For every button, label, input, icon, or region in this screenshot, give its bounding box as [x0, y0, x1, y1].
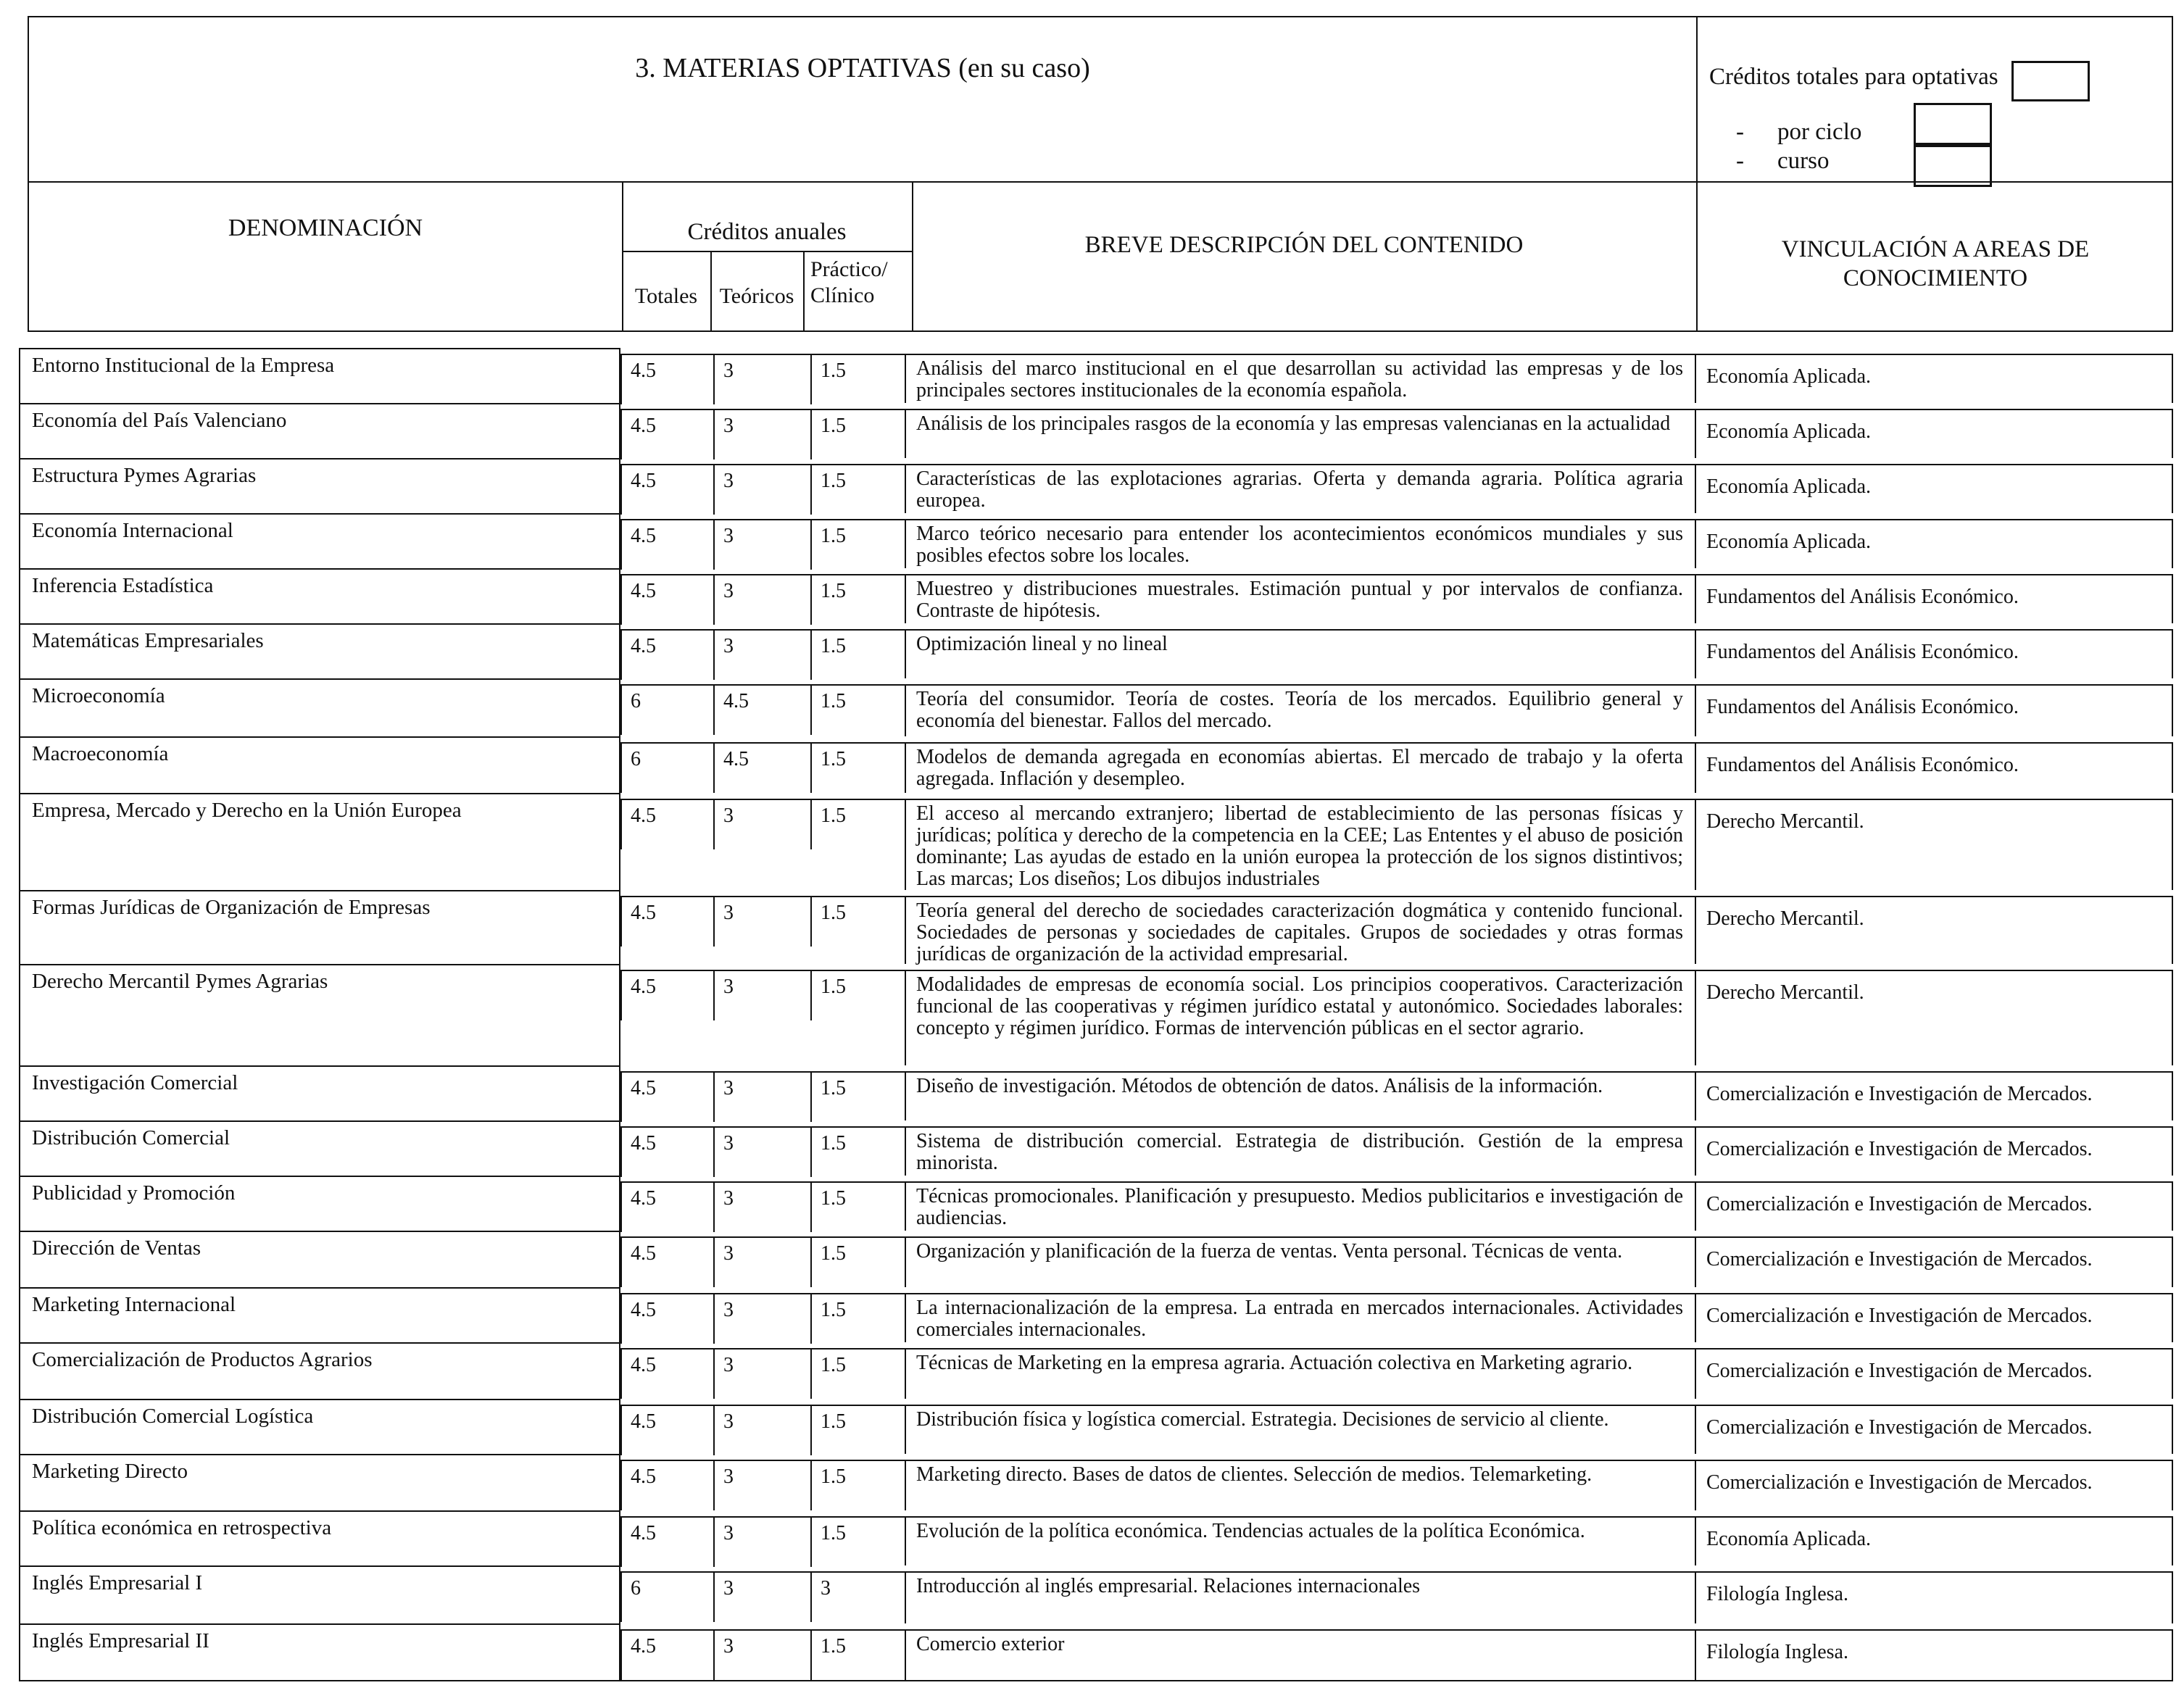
cell-denominacion: Distribución Comercial: [19, 1120, 620, 1176]
cell-descripcion: El acceso al mercando extranjero; libertad de establecimiento de las personas físicas y jurídicas; política y derecho de la competencia en la CEE; Las Ententes y el abuso de posición dominante; Las ayudas de estado en la unión europea la protección de los signos distintivos; Las marcas; Los diseños; Los dibujos industriales: [905, 799, 1695, 890]
cell-totales: 4.5: [620, 629, 713, 680]
cell-denominacion: Investigación Comercial: [19, 1065, 620, 1120]
cell-teoricos: 3: [713, 464, 810, 515]
cell-descripcion: Distribución física y logística comercial. Estrategia. Decisiones de servicio al cliente.: [905, 1405, 1695, 1454]
table-row: [19, 403, 2173, 458]
header-subdivider: [622, 251, 912, 252]
cell-denominacion: Política económica en retrospectiva: [19, 1510, 620, 1565]
cell-area: Comercialización e Investigación de Mercados.: [1695, 1348, 2173, 1399]
cell-denominacion: Distribución Comercial Logística: [19, 1399, 620, 1454]
cell-area: Economía Aplicada.: [1695, 519, 2173, 568]
cell-area: Economía Aplicada.: [1695, 1516, 2173, 1565]
cell-totales: 4.5: [620, 1071, 713, 1122]
creditos-totales-label: Créditos totales para optativas: [1709, 64, 1998, 90]
cell-totales: 4.5: [620, 1405, 713, 1455]
table-row: [19, 964, 2173, 1065]
cell-area: Derecho Mercantil.: [1695, 896, 2173, 964]
bullet-dash: -: [1736, 148, 1744, 174]
cell-denominacion: Inglés Empresarial I: [19, 1565, 620, 1623]
cell-denominacion: Derecho Mercantil Pymes Agrarias: [19, 964, 620, 1065]
cell-descripcion: Organización y planificación de la fuerza de ventas. Venta personal. Técnicas de venta.: [905, 1236, 1695, 1287]
cell-descripcion: Modelos de demanda agregada en economías abiertas. El mercado de trabajo y la oferta agregada. Inflación y desempleo.: [905, 742, 1695, 793]
table-row: [19, 1454, 2173, 1510]
cell-area: Fundamentos del Análisis Económico.: [1695, 629, 2173, 678]
cell-denominacion: Inferencia Estadística: [19, 568, 620, 623]
cell-teoricos: 3: [713, 1405, 810, 1455]
cell-area: Filología Inglesa.: [1695, 1629, 2173, 1680]
cell-area: Fundamentos del Análisis Económico.: [1695, 742, 2173, 793]
cell-area: Comercialización e Investigación de Mercados.: [1695, 1460, 2173, 1510]
cell-totales: 6: [620, 1571, 713, 1622]
table-row: [19, 1623, 2173, 1680]
cell-area: Economía Aplicada.: [1695, 409, 2173, 458]
cell-teoricos: 3: [713, 1293, 810, 1344]
cell-descripcion: Técnicas promocionales. Planificación y presupuesto. Medios publicitarios e investigación de audiencias.: [905, 1181, 1695, 1231]
cell-totales: 4.5: [620, 1126, 713, 1177]
cell-practicos: 1.5: [810, 1460, 905, 1510]
table-row: [19, 1231, 2173, 1287]
header-block: [28, 16, 2173, 332]
cell-area: Fundamentos del Análisis Económico.: [1695, 684, 2173, 736]
cell-totales: 6: [620, 684, 713, 735]
cell-teoricos: 3: [713, 1071, 810, 1122]
table-row: [19, 623, 2173, 678]
cell-denominacion: Matemáticas Empresariales: [19, 623, 620, 678]
table-row: [19, 458, 2173, 513]
header-divider: [29, 181, 2172, 183]
cell-totales: 4.5: [620, 519, 713, 570]
cell-descripcion: Sistema de distribución comercial. Estrategia de distribución. Gestión de la empresa minorista.: [905, 1126, 1695, 1176]
curso-label: curso: [1777, 148, 1830, 174]
cell-totales: 4.5: [620, 1236, 713, 1287]
cell-practicos: 1.5: [810, 1405, 905, 1455]
cell-totales: 4.5: [620, 409, 713, 459]
cell-practicos: 1.5: [810, 1348, 905, 1399]
cell-area: Comercialización e Investigación de Mercados.: [1695, 1071, 2173, 1120]
cell-teoricos: 3: [713, 519, 810, 570]
table-row: [19, 513, 2173, 568]
column-header-denominacion: DENOMINACIÓN: [228, 215, 423, 241]
table-row: [19, 568, 2173, 623]
cell-teoricos: 3: [713, 799, 810, 849]
cell-totales: 4.5: [620, 574, 713, 625]
cell-descripcion: Diseño de investigación. Métodos de obtención de datos. Análisis de la información.: [905, 1071, 1695, 1120]
cell-practicos: 1.5: [810, 1629, 905, 1680]
cell-practicos: 1.5: [810, 464, 905, 515]
cell-denominacion: Economía del País Valenciano: [19, 403, 620, 458]
cell-descripcion: Introducción al inglés empresarial. Relaciones internacionales: [905, 1571, 1695, 1623]
cell-totales: 6: [620, 742, 713, 793]
cell-practicos: 1.5: [810, 742, 905, 793]
cell-denominacion: Marketing Directo: [19, 1454, 620, 1510]
table-row: [19, 736, 2173, 793]
cell-practicos: 1.5: [810, 1293, 905, 1344]
cell-descripcion: Optimización lineal y no lineal: [905, 629, 1695, 678]
cell-descripcion: Técnicas de Marketing en la empresa agraria. Actuación colectiva en Marketing agrario.: [905, 1348, 1695, 1399]
table-row: [19, 1287, 2173, 1342]
cell-practicos: 1.5: [810, 409, 905, 459]
cell-denominacion: Economía Internacional: [19, 513, 620, 568]
table-row: [19, 1565, 2173, 1623]
column-header-creditos-anuales: Créditos anuales: [687, 219, 847, 245]
column-header-vinculacion: VINCULACIÓN A AREAS DE CONOCIMIENTO: [1781, 236, 2090, 291]
cell-practicos: 1.5: [810, 629, 905, 680]
cell-totales: 4.5: [620, 1348, 713, 1399]
cell-practicos: 1.5: [810, 1071, 905, 1122]
cell-practicos: 1.5: [810, 896, 905, 947]
cell-practicos: 1.5: [810, 799, 905, 849]
creditos-totales-box[interactable]: [2011, 61, 2090, 101]
cell-practicos: 3: [810, 1571, 905, 1622]
table-row: [19, 1065, 2173, 1120]
cell-practicos: 1.5: [810, 354, 905, 404]
cell-area: Economía Aplicada.: [1695, 464, 2173, 513]
cell-teoricos: 3: [713, 574, 810, 625]
cell-denominacion: Estructura Pymes Agrarias: [19, 458, 620, 513]
table-row: [19, 1399, 2173, 1454]
cell-denominacion: Publicidad y Promoción: [19, 1176, 620, 1231]
cell-practicos: 1.5: [810, 1126, 905, 1177]
cell-teoricos: 3: [713, 1126, 810, 1177]
cell-teoricos: 3: [713, 970, 810, 1020]
cell-area: Comercialización e Investigación de Mercados.: [1695, 1181, 2173, 1231]
cell-totales: 4.5: [620, 1460, 713, 1510]
cell-area: Comercialización e Investigación de Mercados.: [1695, 1405, 2173, 1454]
cell-descripcion: Modalidades de empresas de economía social. Los principios cooperativos. Caracterización funcional de las cooperativas y régimen jurídico estatal y autonómico. Sociedades laborales: concepto y régimen jurídico. Formas de intervención públicas en el sector agrario.: [905, 970, 1695, 1065]
cell-area: Comercialización e Investigación de Mercados.: [1695, 1126, 2173, 1176]
cell-teoricos: 3: [713, 354, 810, 404]
cell-teoricos: 3: [713, 629, 810, 680]
cell-practicos: 1.5: [810, 1181, 905, 1232]
cell-area: Filología Inglesa.: [1695, 1571, 2173, 1623]
cell-descripcion: Teoría del consumidor. Teoría de costes. Teoría de los mercados. Equilibrio general y economía del bienestar. Fallos del mercado.: [905, 684, 1695, 736]
cell-practicos: 1.5: [810, 684, 905, 735]
cell-totales: 4.5: [620, 354, 713, 404]
table-row: [19, 1120, 2173, 1176]
column-header-practico: Práctico/ Clínico: [810, 257, 888, 307]
column-header-totales: Totales: [634, 284, 698, 308]
table-bottom-border: [19, 1680, 2173, 1681]
cell-descripcion: Marco teórico necesario para entender los acontecimientos económicos mundiales y sus posibles efectos sobre los locales.: [905, 519, 1695, 568]
cell-totales: 4.5: [620, 896, 713, 947]
cell-teoricos: 3: [713, 896, 810, 947]
cell-area: Economía Aplicada.: [1695, 354, 2173, 403]
cell-denominacion: Inglés Empresarial II: [19, 1623, 620, 1680]
cell-area: Derecho Mercantil.: [1695, 799, 2173, 890]
cell-practicos: 1.5: [810, 1236, 905, 1287]
por-ciclo-box[interactable]: [1914, 103, 1992, 145]
cell-descripcion: La internacionalización de la empresa. La entrada en mercados internacionales. Actividades comerciales internacionales.: [905, 1293, 1695, 1342]
cell-denominacion: Macroeconomía: [19, 736, 620, 793]
cell-descripcion: Comercio exterior: [905, 1629, 1695, 1680]
cell-totales: 4.5: [620, 464, 713, 515]
table-row: [19, 1342, 2173, 1399]
cell-denominacion: Entorno Institucional de la Empresa: [19, 348, 620, 403]
cell-teoricos: 3: [713, 1460, 810, 1510]
cell-teoricos: 4.5: [713, 742, 810, 793]
cell-totales: 4.5: [620, 970, 713, 1020]
cell-area: Comercialización e Investigación de Mercados.: [1695, 1236, 2173, 1287]
table-row: [19, 348, 2173, 403]
cell-area: Comercialización e Investigación de Mercados.: [1695, 1293, 2173, 1342]
column-header-teoricos: Teóricos: [719, 284, 794, 308]
cell-descripcion: Características de las explotaciones agrarias. Oferta y demanda agraria. Política agraria europea.: [905, 464, 1695, 513]
cell-descripcion: Teoría general del derecho de sociedades caracterización dogmática y contenido funcional. Sociedades de personas y sociedades de capitales. Grupos de sociedades y otras formas jurídicas de organización de la actividad empresarial.: [905, 896, 1695, 964]
table-row: [19, 678, 2173, 736]
cell-denominacion: Microeconomía: [19, 678, 620, 736]
cell-denominacion: Empresa, Mercado y Derecho en la Unión Europea: [19, 793, 620, 890]
cell-descripcion: Marketing directo. Bases de datos de clientes. Selección de medios. Telemarketing.: [905, 1460, 1695, 1510]
cell-totales: 4.5: [620, 1629, 713, 1680]
cell-practicos: 1.5: [810, 1516, 905, 1567]
cell-teoricos: 3: [713, 1571, 810, 1622]
cell-descripcion: Muestreo y distribuciones muestrales. Estimación puntual y por intervalos de confianza. Contraste de hipótesis.: [905, 574, 1695, 623]
table-row: [19, 1176, 2173, 1231]
cell-denominacion: Formas Jurídicas de Organización de Empresas: [19, 890, 620, 964]
table-row: [19, 1510, 2173, 1565]
cell-practicos: 1.5: [810, 519, 905, 570]
cell-denominacion: Comercialización de Productos Agrarios: [19, 1342, 620, 1399]
cell-teoricos: 3: [713, 1181, 810, 1232]
cell-totales: 4.5: [620, 1293, 713, 1344]
cell-denominacion: Dirección de Ventas: [19, 1231, 620, 1287]
cell-teoricos: 4.5: [713, 684, 810, 735]
cell-teoricos: 3: [713, 409, 810, 459]
table-row: [19, 793, 2173, 890]
cell-totales: 4.5: [620, 799, 713, 849]
cell-practicos: 1.5: [810, 970, 905, 1020]
cell-teoricos: 3: [713, 1236, 810, 1287]
table-row: [19, 890, 2173, 964]
cell-descripcion: Análisis del marco institucional en el que desarrollan su actividad las empresas y de los principales sectores institucionales de la economía española.: [905, 354, 1695, 403]
section-title: 3. MATERIAS OPTATIVAS (en su caso): [635, 53, 1090, 83]
cell-area: Derecho Mercantil.: [1695, 970, 2173, 1065]
cell-totales: 4.5: [620, 1181, 713, 1232]
cell-practicos: 1.5: [810, 574, 905, 625]
por-ciclo-label: por ciclo: [1777, 119, 1862, 145]
cell-denominacion: Marketing Internacional: [19, 1287, 620, 1342]
cell-descripcion: Evolución de la política económica. Tendencias actuales de la política Económica.: [905, 1516, 1695, 1565]
curso-box[interactable]: [1914, 145, 1992, 187]
cell-teoricos: 3: [713, 1629, 810, 1680]
bullet-dash: -: [1736, 119, 1744, 145]
cell-descripcion: Análisis de los principales rasgos de la economía y las empresas valencianas en la actualidad: [905, 409, 1695, 458]
column-header-descripcion: BREVE DESCRIPCIÓN DEL CONTENIDO: [1084, 232, 1524, 258]
cell-teoricos: 3: [713, 1516, 810, 1567]
cell-teoricos: 3: [713, 1348, 810, 1399]
cell-area: Fundamentos del Análisis Económico.: [1695, 574, 2173, 623]
cell-totales: 4.5: [620, 1516, 713, 1567]
